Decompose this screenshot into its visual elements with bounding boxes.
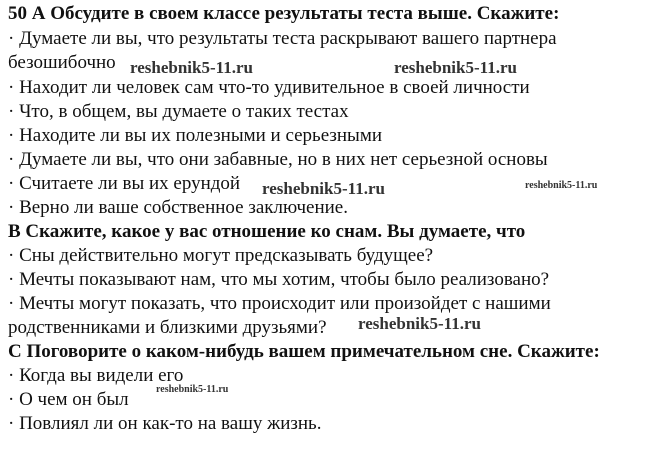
list-item: · О чем он был: [8, 389, 129, 410]
list-item: · Верно ли ваше собственное заключение.: [8, 197, 348, 218]
watermark: reshebnik5-11.ru: [130, 58, 253, 77]
list-item: · Повлиял ли он как-то на вашу жизнь.: [8, 413, 322, 434]
list-item: · Думаете ли вы, что они забавные, но в них нет серьезной основы: [8, 149, 548, 170]
list-item: · Сны действительно могут предсказывать будущее?: [8, 245, 434, 266]
list-item: · Когда вы видели его: [8, 365, 184, 386]
list-item: родственниками и близкими друзьями?: [8, 317, 327, 338]
list-item: · Мечты могут показать, что происходит или произойдет с нашими: [8, 293, 551, 314]
list-item: · Находит ли человек сам что-то удивительное в своей личности: [8, 77, 530, 98]
list-item: · Мечты показывают нам, что мы хотим, чтобы было реализовано?: [8, 269, 550, 290]
watermark: reshebnik5-11.ru: [262, 179, 385, 198]
list-item: · Считаете ли вы их ерундой: [8, 173, 241, 194]
watermark: reshebnik5-11.ru: [394, 58, 517, 77]
list-item: · Находите ли вы их полезными и серьезными: [8, 125, 383, 146]
watermark: reshebnik5-11.ru: [358, 314, 481, 333]
list-item: безошибочно: [8, 52, 116, 73]
list-item: · Что, в общем, вы думаете о таких тестах: [8, 101, 349, 122]
list-item: · Думаете ли вы, что результаты теста раскрывают вашего партнера: [8, 28, 557, 49]
watermark: reshebnik5-11.ru: [525, 180, 598, 191]
section-a-heading: 50 А Обсудите в своем классе результаты теста выше. Скажите:: [8, 3, 560, 24]
section-c-heading: С Поговорите о каком-нибудь вашем примечательном сне. Скажите:: [8, 341, 600, 362]
watermark: reshebnik5-11.ru: [156, 384, 229, 395]
section-b-heading: В Скажите, какое у вас отношение ко снам. Вы думаете, что: [8, 221, 526, 242]
